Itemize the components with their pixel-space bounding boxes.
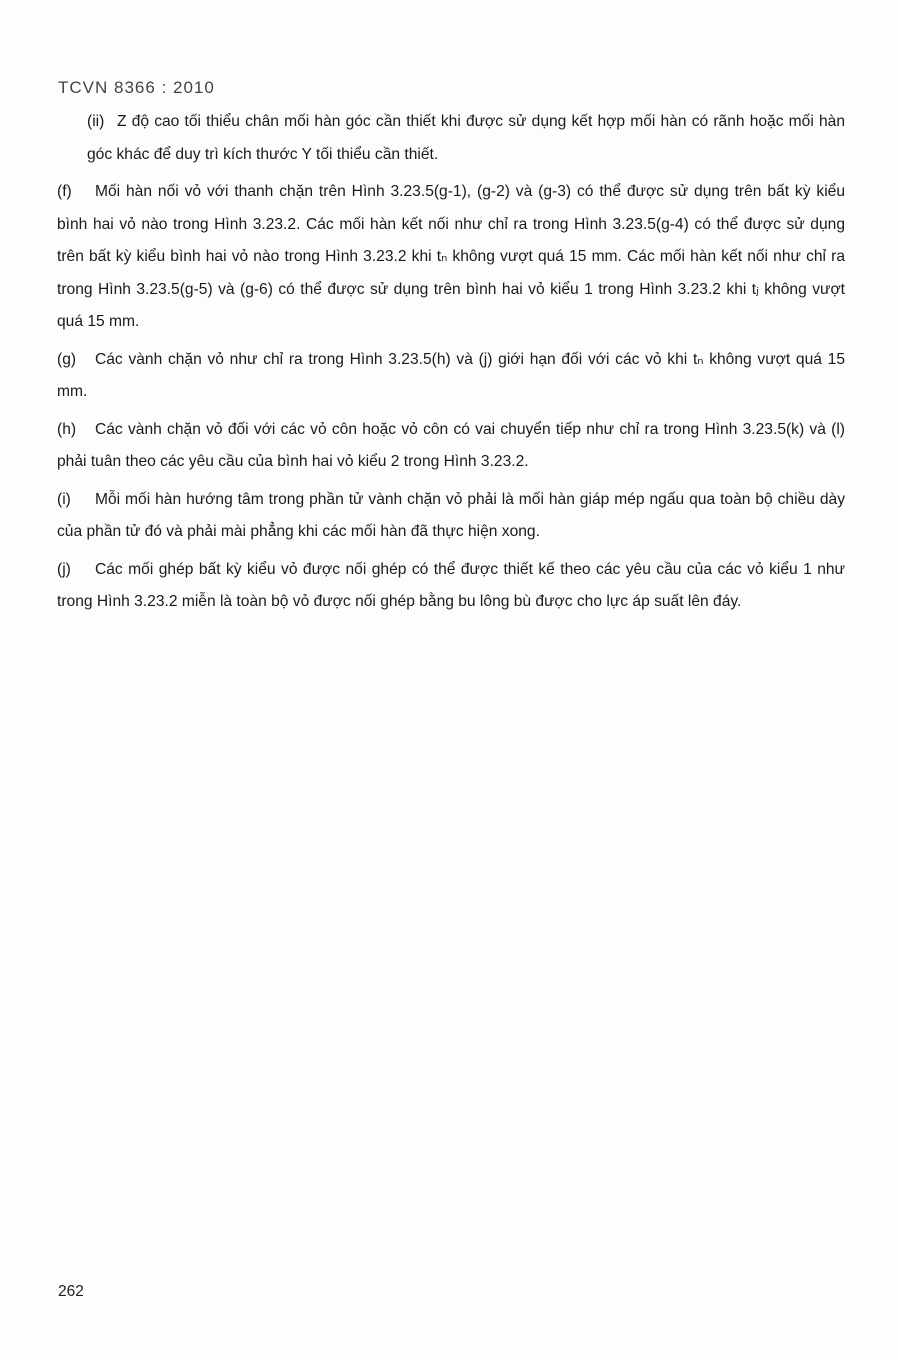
standard-header: TCVN 8366 : 2010 [58, 78, 215, 97]
page-number: 262 [58, 1283, 84, 1300]
paragraph-j [57, 554, 845, 619]
paragraph-marker: (i) [57, 490, 71, 508]
paragraph-marker: (h) [57, 420, 77, 438]
paragraph-g [57, 344, 845, 409]
paragraph-marker: (g) [57, 350, 77, 368]
paragraph-marker: (f) [57, 183, 72, 200]
paragraph-i [57, 484, 845, 549]
paragraph-text: Các vành chặn vỏ đối với các vỏ côn hoặc vỏ côn có vai chuyển tiếp như chỉ ra trong Hình 3.23.5(k) và (l) phải tuân theo các yêu cầu của bình hai vỏ kiểu 2 trong Hình 3.23.2. [57, 420, 845, 470]
paragraph-text: Các vành chặn vỏ như chỉ ra trong Hình 3.23.5(h) và (j) giới hạn đối với các vỏ khi tₙ không vượt quá 15 mm. [57, 350, 845, 400]
paragraph-text: Các mối ghép bất kỳ kiểu vỏ được nối ghép có thể được thiết kế theo các yêu cầu của các vỏ kiểu 1 như trong Hình 3.23.2 miễn là toàn bộ vỏ được nối ghép bằng bu lông bù được cho lực áp suất lên đáy. [57, 560, 845, 610]
paragraph-text: Z độ cao tối thiểu chân mối hàn góc cần thiết khi được sử dụng kết hợp mối hàn có rãnh hoặc mối hàn góc khác để duy trì kích thước Y tối thiểu cần thiết. [87, 113, 845, 163]
paragraph-f [57, 176, 845, 339]
paragraph-ii [57, 106, 845, 171]
paragraph-text: Mỗi mối hàn hướng tâm trong phần tử vành chặn vỏ phải là mối hàn giáp mép ngấu qua toàn bộ chiều dày của phần tử đó và phải mài phẳng khi các mối hàn đã thực hiện xong. [57, 490, 845, 540]
paragraph-marker: (ii) [87, 113, 105, 130]
paragraph-marker: (j) [57, 560, 71, 578]
paragraph-text: Mối hàn nối vỏ với thanh chặn trên Hình 3.23.5(g-1), (g-2) và (g-3) có thể được sử dụng trên bất kỳ kiểu bình hai vỏ nào trong Hình 3.23.2. Các mối hàn kết nối như chỉ ra trong Hình 3.23.5(g-4) có thể được sử dụng trên bất kỳ kiểu bình hai vỏ nào trong Hình 3.23.2 khi tₙ không vượt quá 15 mm. Các mối hàn kết nối như chỉ ra trong Hình 3.23.5(g-5) và (g-6) có thể được sử dụng trên bình hai vỏ kiểu 1 trong Hình 3.23.2 khi tⱼ không vượt quá 15 mm. [57, 183, 845, 330]
body-text [57, 106, 845, 624]
paragraph-h [57, 414, 845, 479]
